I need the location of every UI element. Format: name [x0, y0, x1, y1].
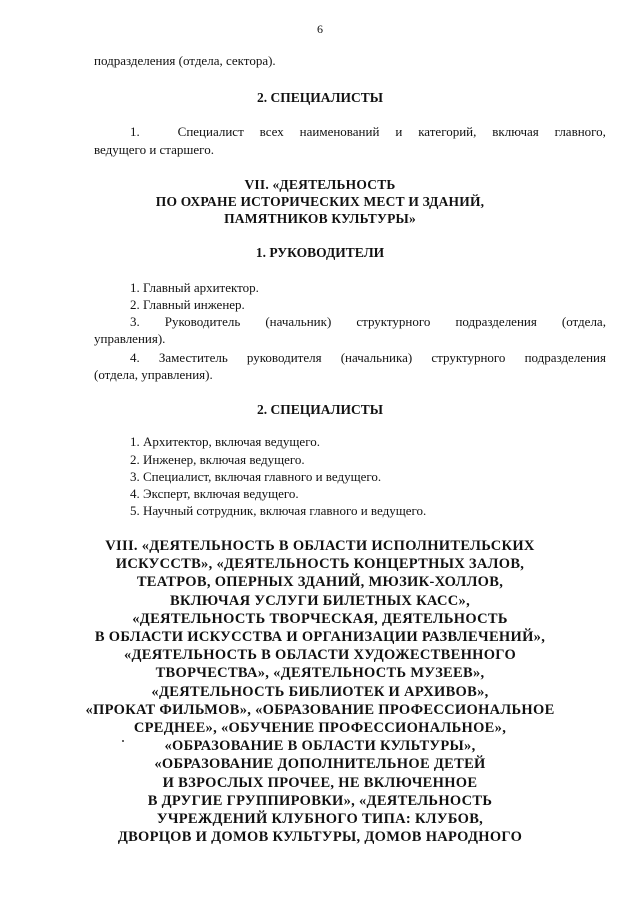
section-title-vii: VII. «ДЕЯТЕЛЬНОСТЬ ПО ОХРАНЕ ИСТОРИЧЕСКИХ МЕСТ И ЗДАНИЙ, ПАМЯТНИКОВ КУЛЬТУРЫ» — [155, 177, 485, 226]
specialist-item: 2. Инженер, включая ведущего. — [130, 452, 305, 467]
leaders-item-4: 4. Заместитель руководителя (начальника) структурного подразделения — [130, 350, 606, 365]
specialist-item: 5. Научный сотрудник, включая главного и ведущего. — [130, 503, 427, 518]
page-number: 6 — [317, 22, 323, 36]
specialists-item-1-continued: ведущего и старшего. — [94, 142, 214, 157]
section-heading-leaders: 1. РУКОВОДИТЕЛИ — [255, 245, 385, 260]
leaders-item-3-continued: управления). — [94, 331, 166, 346]
leaders-item-3: 3. Руководитель (начальник) структурного подразделения (отдела, — [130, 314, 606, 329]
specialist-item: 4. Эксперт, включая ведущего. — [130, 486, 299, 501]
intro-line: подразделения (отдела, сектора). — [94, 53, 276, 68]
section-title-viii: VIII. «ДЕЯТЕЛЬНОСТЬ В ОБЛАСТИ ИСПОЛНИТЕЛЬСКИХ ИСКУССТВ», «ДЕЯТЕЛЬНОСТЬ КОНЦЕРТНЫХ ЗАЛОВ, ТЕАТРОВ, ОПЕРНЫХ ЗДАНИЙ, МЮЗИК-ХОЛЛОВ, ВКЛЮЧАЯ УСЛУГИ БИЛЕТНЫХ КАСС», «ДЕЯТЕЛЬНОСТЬ ТВОРЧЕСКАЯ, ДЕЯТЕЛЬНОСТЬ В ОБЛАСТИ ИСКУССТВА И ОРГАНИЗАЦИИ РАЗВЛЕЧЕНИЙ», «ДЕЯТЕЛЬНОСТЬ В ОБЛАСТИ ХУДОЖЕСТВЕННОГО ТВОРЧЕСТВА», «ДЕЯТЕЛЬНОСТЬ МУЗЕЕВ», «ДЕЯТЕЛЬНОСТЬ БИБЛИОТЕК И АРХИВОВ», «ПРОКАТ ФИЛЬМОВ», «ОБРАЗОВАНИЕ ПРОФЕССИОНАЛЬНОЕ СРЕДНЕЕ», «ОБУЧЕНИЕ ПРОФЕССИОНАЛЬНОЕ», «ОБРАЗОВАНИЕ В ОБЛАСТИ КУЛЬТУРЫ», «ОБРАЗОВАНИЕ ДОПОЛНИТЕЛЬНОЕ ДЕТЕЙ И ВЗРОСЛЫХ ПРОЧЕЕ, НЕ ВКЛЮЧЕННОЕ В ДРУГИЕ ГРУППИРОВКИ», «ДЕЯТЕЛЬНОСТЬ УЧРЕЖДЕНИЙ КЛУБНОГО ТИПА: КЛУБОВ, ДВОРЦОВ И ДОМОВ КУЛЬТУРЫ, ДОМОВ НАРОДНОГО — [85, 538, 555, 846]
specialist-item: 1. Архитектор, включая ведущего. — [130, 434, 320, 449]
section-heading-specialists-vii: 2. СПЕЦИАЛИСТЫ — [256, 402, 384, 417]
item-number: 1. — [130, 124, 140, 139]
leaders-item-1: 1. Главный архитектор. — [130, 280, 259, 295]
section-heading-specialists: 2. СПЕЦИАЛИСТЫ — [256, 90, 384, 105]
specialists-item-1: 1. Специалист всех наименований и категорий, включая главного, — [130, 124, 606, 139]
specialist-item: 3. Специалист, включая главного и ведущего. — [130, 469, 382, 484]
leaders-item-2: 2. Главный инженер. — [130, 297, 245, 312]
leaders-item-4-continued: (отдела, управления). — [94, 367, 213, 382]
scan-speck — [122, 740, 124, 742]
